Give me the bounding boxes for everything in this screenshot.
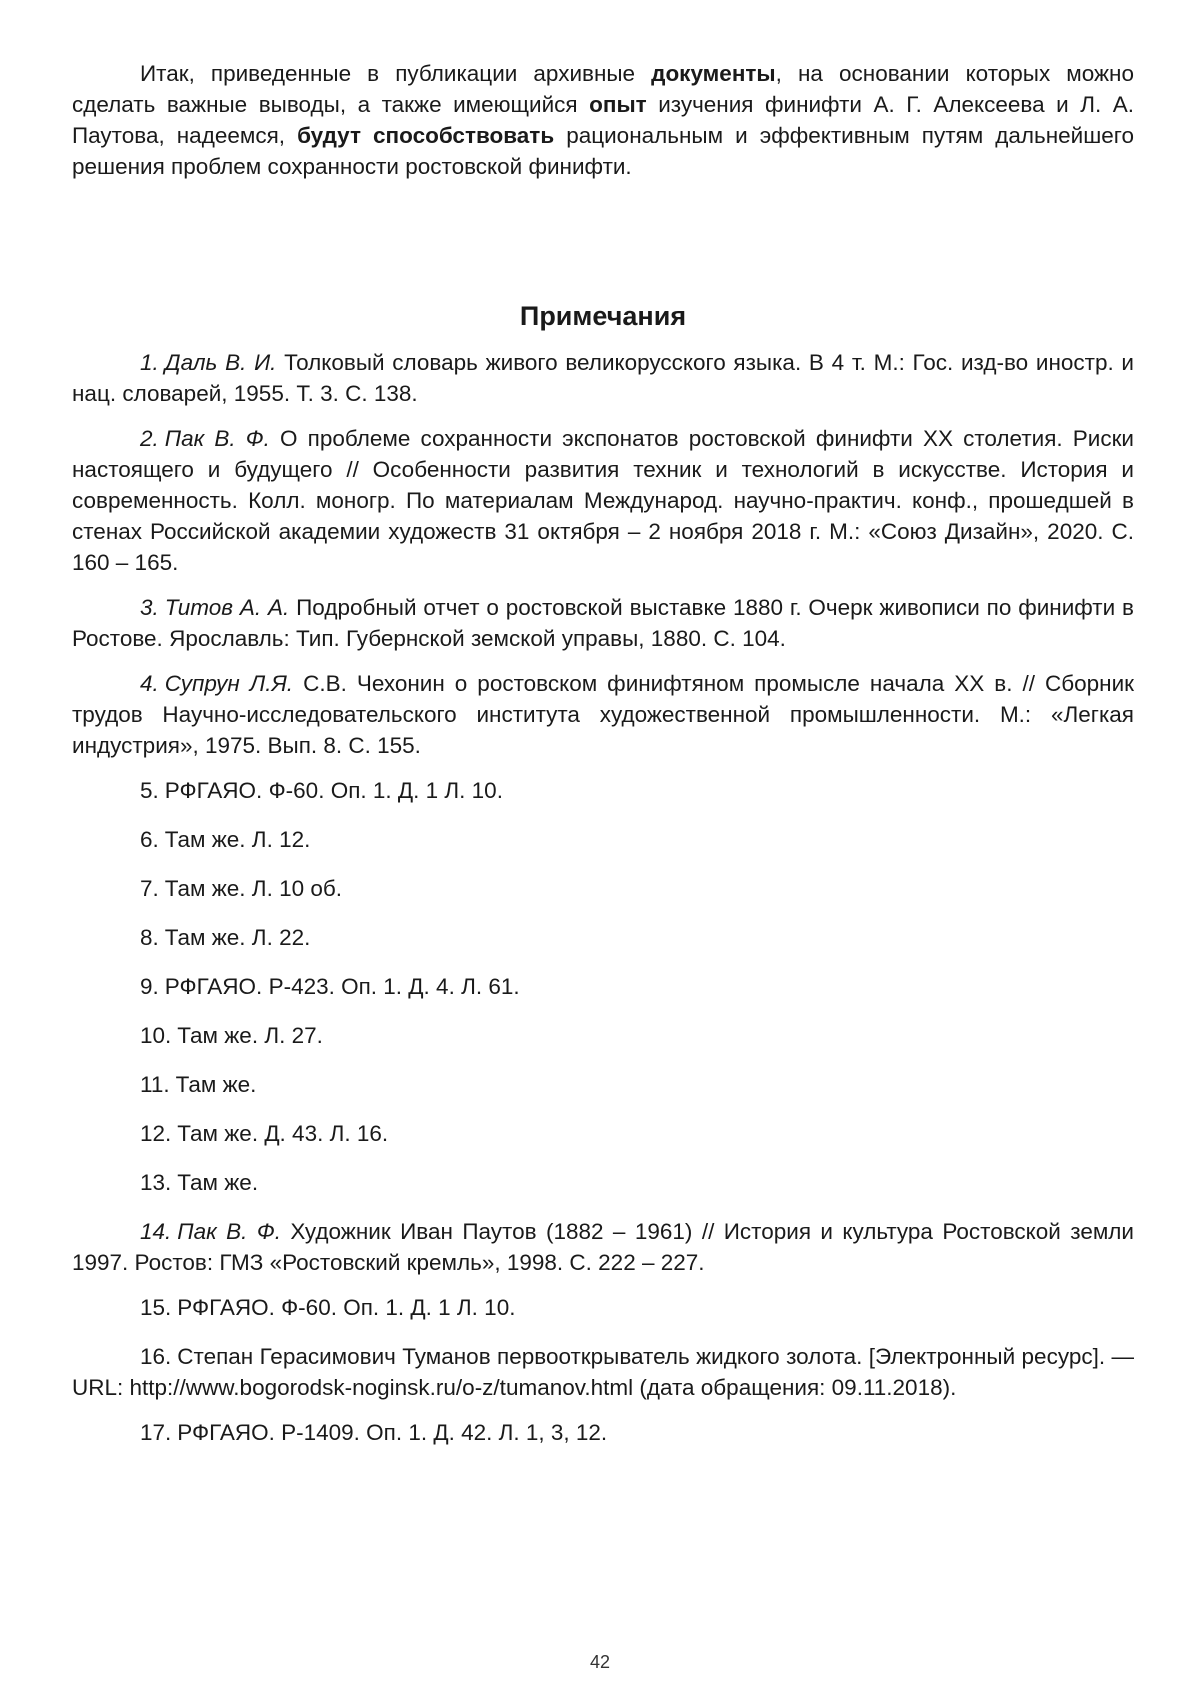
note-number: 10. [140,1023,172,1048]
note-number: 6. [140,827,159,852]
page-body [72,58,1134,1466]
intro-text-4: рациональным и эффективным путям дальнейшего решения проблем сохранности ростовской финифти. [72,123,1134,179]
note-item [72,347,1134,409]
note-number: 7. [140,876,159,901]
note-text: Степан Герасимович Туманов первооткрыватель жидкого золота. [Электронный ресурс]. — URL: http://www.bogorodsk-noginsk.ru/o-z/tumanov.html (дата обращения: 09.11.2018). [72,1344,1134,1400]
note-text: Толковый словарь живого великорусского языка. В 4 т. М.: Гос. изд-во иностр. и нац. словарей, 1955. Т. 3. С. 138. [72,350,1134,406]
note-number: 3. [140,595,159,620]
note-number: 13. [140,1170,172,1195]
note-author: Пак В. Ф. [177,1219,281,1244]
note-item [72,1167,1134,1198]
intro-bold-1: документы [651,61,776,86]
note-text: РФГАЯО. Р-423. Оп. 1. Д. 4. Л. 61. [164,974,520,999]
note-author: Титов А. А. [164,595,290,620]
note-item [72,1292,1134,1323]
note-number: 5. [140,778,159,803]
note-number: 11. [140,1072,170,1097]
note-number: 14. [140,1219,172,1244]
notes-heading: Примечания [519,301,687,331]
note-text: Там же. [175,1072,257,1097]
note-text: РФГАЯО. Ф-60. Оп. 1. Д. 1 Л. 10. [177,1295,516,1320]
note-text: Там же. Д. 43. Л. 16. [177,1121,389,1146]
intro-bold-2: опыт [589,92,647,117]
note-text: Там же. Л. 12. [164,827,311,852]
intro-text-1: Итак, приведенные в публикации архивные [140,61,652,86]
note-item [72,873,1134,904]
note-item [72,1417,1134,1448]
note-number: 8. [140,925,159,950]
note-number: 12. [140,1121,172,1146]
note-item [72,668,1134,761]
note-number: 15. [140,1295,172,1320]
intro-text-2: , на основании которых можно сделать важные выводы, а также имеющийся [72,61,1134,117]
note-author: Даль В. И. [164,350,277,375]
note-item [72,922,1134,953]
note-item [72,592,1134,654]
note-text: О проблеме сохранности экспонатов ростовской финифти XX столетия. Риски настоящего и будущего // Особенности развития техник и технологий в искусстве. История и современность. Колл. моногр. По материалам Международ. научно-практич. конф., прошедшей в стенах Российской академии художеств 31 октября – 2 ноября 2018 г. М.: «Союз Дизайн», 2020. С. 160 – 165. [72,426,1134,575]
note-text: РФГАЯО. Ф-60. Оп. 1. Д. 1 Л. 10. [164,778,503,803]
note-author: Пак В. Ф. [164,426,270,451]
note-item [72,423,1134,578]
note-text: Там же. Л. 22. [164,925,311,950]
note-text: Художник Иван Паутов (1882 – 1961) // История и культура Ростовской земли 1997. Ростов: ГМЗ «Ростовский кремль», 1998. С. 222 – 227. [72,1219,1135,1275]
note-text: С.В. Чехонин о ростовском финифтяном промысле начала XX в. // Сборник трудов Научно-исследовательского института художественной промышленности. М.: «Легкая индустрия», 1975. Вып. 8. С. 155. [72,671,1134,758]
note-number: 16. [140,1344,172,1369]
note-item [72,1020,1134,1051]
note-item [72,971,1134,1002]
note-item [72,775,1134,806]
note-text: Подробный отчет о ростовской выставке 1880 г. Очерк живописи по финифти в Ростове. Ярославль: Тип. Губернской земской управы, 1880. С. 104. [72,595,1134,651]
intro-paragraph [72,58,1134,182]
note-number: 1. [140,350,159,375]
note-text: Там же. Л. 10 об. [164,876,342,901]
note-item [72,1118,1134,1149]
note-item [72,1341,1134,1403]
note-number: 17. [140,1420,172,1445]
intro-text-3: изучения финифти А. Г. Алексеева и Л. А. Паутова, надеемся, [72,92,1134,148]
note-text: Там же. [177,1170,259,1195]
note-item [72,1069,1134,1100]
note-author: Супрун Л.Я. [164,671,294,696]
page-number: 42 [589,1652,611,1672]
note-number: 4. [140,671,159,696]
intro-bold-3: будут способствовать [297,123,555,148]
note-text: Там же. Л. 27. [177,1023,323,1048]
note-text: РФГАЯО. Р-1409. Оп. 1. Д. 42. Л. 1, 3, 12. [177,1420,608,1445]
note-item [72,1216,1134,1278]
note-number: 2. [140,426,159,451]
note-number: 9. [140,974,159,999]
note-item [72,824,1134,855]
